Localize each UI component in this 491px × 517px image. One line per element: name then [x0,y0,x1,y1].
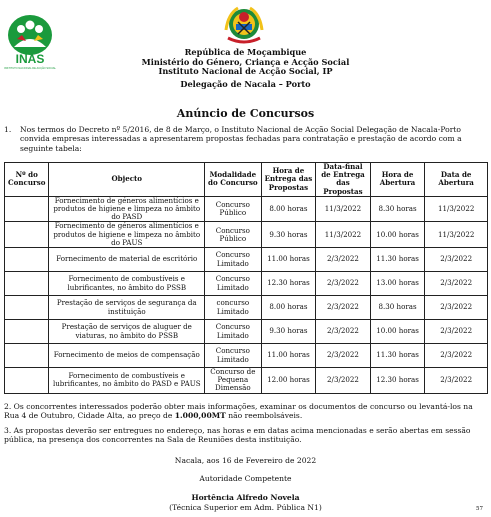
cell-opening-time: 13.00 horas [370,272,425,296]
cell-number [5,344,49,368]
paragraph-text: As propostas deverão ser entregues no endereço, nas horas e em datas acima mencionadas e serão abertas em sessão pública, na presença dos concorrentes na Sala de Reuniões desta instituição. [4,426,471,445]
cell-number [5,296,49,320]
cell-opening-date: 2/3/2022 [425,272,488,296]
cell-number [5,222,49,248]
cell-number [5,368,49,394]
cell-delivery-date: 11/3/2022 [316,196,371,222]
cell-opening-date: 2/3/2022 [425,368,488,394]
paragraph-number: 3. [4,426,12,435]
table-row [5,296,488,320]
cell-number [5,272,49,296]
cell-number [5,248,49,272]
cell-opening-time: 12.30 horas [370,368,425,394]
header-ministry: Ministério do Género, Criança e Acção Social [141,56,350,67]
paragraph-3 [4,426,488,445]
letterhead [0,48,491,89]
header-institute: Instituto Nacional de Acção Social, IP [158,66,333,77]
cell-modality: concurso Limitado [205,296,262,320]
table-row [5,320,488,344]
cell-modality: Concurso Limitado [205,272,262,296]
col-header-object: Objecto [49,163,205,197]
cell-modality: Concurso de Pequena Dimensão [205,368,262,394]
cell-opening-date: 2/3/2022 [425,344,488,368]
cell-delivery-date: 2/3/2022 [316,296,371,320]
cell-delivery-time: 12.00 horas [261,368,316,394]
cell-object: Fornecimento de géneros alimentícios e produtos de higiene e limpeza no âmbito do PAUS [49,222,205,248]
cell-object: Fornecimento de meios de compensação [49,344,205,368]
logo-text: INAS [15,52,45,66]
cell-delivery-time: 9.30 horas [261,222,316,248]
paragraph-1 [4,125,488,153]
cell-delivery-time: 11.00 horas [261,344,316,368]
cell-delivery-date: 2/3/2022 [316,320,371,344]
cell-opening-time: 8.30 horas [370,196,425,222]
table-row [5,196,488,222]
page-number: 57 [476,506,483,512]
paragraph-text-end: não reembolsáveis. [225,411,303,421]
header-republic: República de Moçambique [184,47,307,57]
header-delegation: Delegação de Nacala – Porto [180,78,311,89]
cell-opening-date: 2/3/2022 [425,320,488,344]
cell-delivery-date: 2/3/2022 [316,344,371,368]
paragraph-number: 2. [4,402,12,411]
page-title: Anúncio de Concursos [176,107,315,120]
tender-table [4,162,488,394]
col-header-opening-time: Hora de Abertura [370,163,425,197]
cell-modality: Concurso Público [205,222,262,248]
cell-opening-time: 10.00 horas [370,222,425,248]
cell-modality: Concurso Limitado [205,320,262,344]
cell-object: Fornecimento de combustíveis e lubrificantes, no âmbito do PSSB [49,272,205,296]
col-header-delivery-date: Data-final de Entrega das Propostas [316,163,371,197]
cell-opening-date: 11/3/2022 [425,196,488,222]
col-header-modality: Modalidade do Concurso [205,163,262,197]
cell-delivery-time: 11.00 horas [261,248,316,272]
cell-object: Fornecimento de material de escritório [49,248,205,272]
cell-modality: Concurso Limitado [205,248,262,272]
cell-delivery-date: 2/3/2022 [316,272,371,296]
cell-delivery-time: 8.00 horas [261,296,316,320]
table-header-row [5,163,488,197]
cell-object: Fornecimento de combustíveis e lubrificantes, no âmbito do PASD e PAUS [49,368,205,394]
cell-modality: Concurso Limitado [205,344,262,368]
cell-opening-time: 10.00 horas [370,320,425,344]
paragraph-text: Os concorrentes interessados poderão obter mais informações, examinar os documentos de concurso ou levantá-los na Rua 4 de Outubro, Cidade Alta, ao preço de [4,402,473,421]
cell-object: Prestação de serviços de aluguer de viaturas, no âmbito do PSSB [49,320,205,344]
signatory-role: (Técnica Superior em Adm. Pública N1) [169,503,322,512]
col-header-delivery-time: Hora de Entrega das Propostas [261,163,316,197]
col-header-opening-date: Data de Abertura [425,163,488,197]
table-row [5,222,488,248]
price: 1.000,00MT [174,411,226,421]
cell-delivery-date: 2/3/2022 [316,368,371,394]
cell-opening-time: 11.30 horas [370,248,425,272]
cell-delivery-time: 12.30 horas [261,272,316,296]
cell-opening-date: 11/3/2022 [425,222,488,248]
cell-number [5,320,49,344]
cell-opening-time: 11.30 horas [370,344,425,368]
table-row [5,368,488,394]
national-emblem [222,2,266,46]
cell-number [5,196,49,222]
table-row [5,272,488,296]
paragraph-2 [4,402,488,421]
cell-delivery-time: 8.00 horas [261,196,316,222]
col-header-number: Nº do Concurso [5,163,49,197]
cell-delivery-time: 9.30 horas [261,320,316,344]
table-row [5,248,488,272]
signatory-name: Hortência Alfredo Novela [191,493,300,502]
place-date: Nacala, aos 16 de Fevereiro de 2022 [174,456,317,465]
paragraph-text: Nos termos do Decreto nº 5/2016, de 8 de Março, o Instituto Nacional de Acção Social Delegação de Nacala-Porto convida empresas interessadas a apresentarem propostas fechadas para contratação e prestação de acordo com a seguinte tabela: [20,125,462,153]
cell-opening-date: 2/3/2022 [425,296,488,320]
paragraph-number: 1. [4,125,12,134]
authority: Autoridade Competente [199,474,292,483]
cell-delivery-date: 2/3/2022 [316,248,371,272]
table-row [5,344,488,368]
cell-delivery-date: 11/3/2022 [316,222,371,248]
cell-opening-time: 8.30 horas [370,296,425,320]
cell-object: Prestação de serviços de segurança da instituição [49,296,205,320]
logo-subtext: INSTITUTO NACIONAL DE ACÇÃO SOCIAL [4,67,56,70]
cell-opening-date: 2/3/2022 [425,248,488,272]
cell-modality: Concurso Público [205,196,262,222]
cell-object: Fornecimento de géneros alimentícios e produtos de higiene e limpeza no âmbito do PASD [49,196,205,222]
